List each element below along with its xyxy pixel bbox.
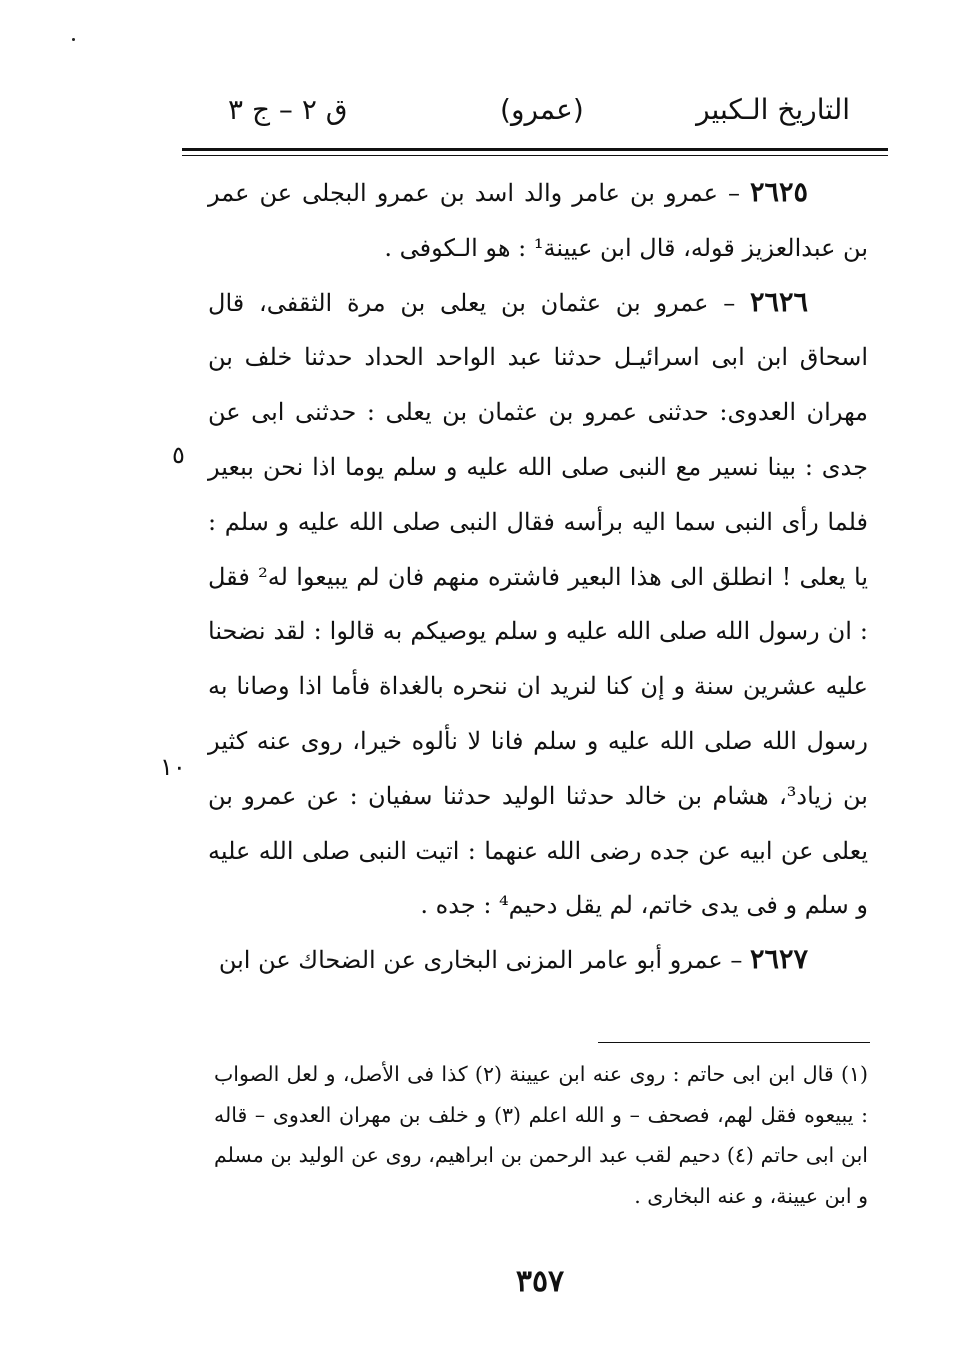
header-part-volume: ق ٢ – ج ٣	[228, 93, 348, 126]
entry-2626	[208, 276, 868, 934]
entry-text: – عمرو أبو عامر المزنى البخارى عن الضحاك عن ابن	[218, 946, 750, 975]
scan-speck	[72, 38, 75, 41]
entry-text: – عمرو بن عثمان بن يعلى بن مرة الثقفى، قال اسحاق ابن ابى اسرائيـل حدثنا عبد الواحد الحداد حدثنا خلف بن مهران العدوى: حدثنى عمرو بن عثمان بن يعلى : حدثنى ابى عن جدى : بينا نسير مع النبى صلى الله عليه و سلم يوما اذا نحن ببعير فلما رأى النبى سما اليه برأسه فقال النبى صلى الله عليه و سلم : يا يعلى ! انطلق الى هذا البعير فاشتره منهم فان لم يبيعوا له² فقل : ان رسول الله صلى الله عليه و سلم يوصيكم به قالوا : لقد نضحنا عليه عشرين سنة و إن كنا لنريد ان ننحره بالغداة فأما اذا وصانا به رسول الله صلى الله عليه و سلم فانا لا نألوه خيرا، روى عنه كثير بن زياد³، هشام بن خالد حدثنا الوليد حدثنا سفيان : عن عمرو بن يعلى عن ابيه عن جده رضى الله عنهما : اتيت النبى صلى الله عليه و سلم و فى يدى خاتم، لم يقل دحيم⁴ : جده .	[208, 288, 868, 920]
header-section: (عمرو)	[500, 93, 584, 126]
header-rule	[182, 148, 888, 151]
entry-text: – عمرو بن عامر والد اسد بن عمرو البجلى عن عمر بن عبدالعزيز قوله، قال ابن عيينة¹ : هو الـكوفى .	[208, 179, 868, 262]
footnotes	[214, 1054, 868, 1216]
footnote-separator	[598, 1042, 870, 1043]
entry-number: ٢٦٢٥	[749, 177, 808, 208]
running-header	[210, 78, 870, 138]
footnotes-text: (١) قال ابن ابى حاتم : روى عنه ابن عيينة (٢) كذا فى الأصل، و لعل الصواب : يبيعوه فقل لهم، فصحف – و الله اعلم (٣) و خلف بن مهران العدوى – قاله ابن ابى حاتم (٤) دحيم لقب عبد الرحمن بن ابراهيم، روى عن الوليد بن مسلم و ابن عيينة، و عنه البخارى .	[214, 1062, 868, 1208]
entry-number: ٢٦٢٦	[749, 286, 808, 318]
main-text	[208, 166, 868, 988]
page-number: ٣٥٧	[515, 1264, 565, 1299]
entry-2627	[208, 933, 868, 988]
margin-line-number-10: ١٠	[160, 753, 186, 781]
entry-2625	[208, 166, 868, 276]
entry-number: ٢٦٢٧	[749, 944, 808, 976]
header-rule-thin	[182, 155, 888, 156]
header-book-title: التاريخ الـكبير	[696, 93, 850, 126]
margin-line-number-5: ٥	[172, 441, 185, 469]
